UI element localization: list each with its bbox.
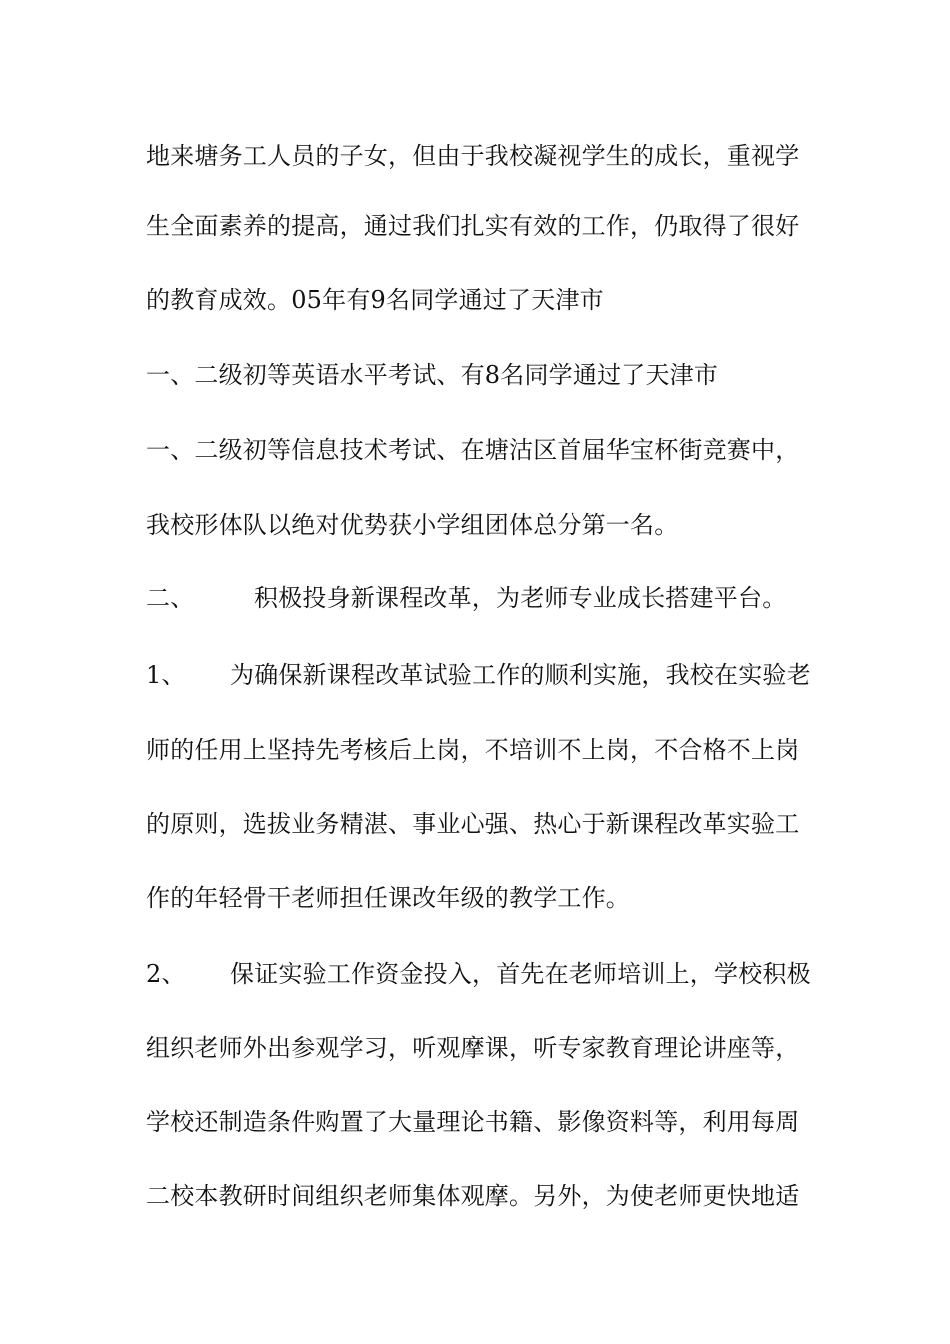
paragraph-line: 一、二级初等英语水平考试、有8名同学通过了天津市 bbox=[146, 361, 719, 389]
paragraph-line: 学校还制造条件购置了大量理论书籍、影像资料等，利用每周 bbox=[146, 1108, 800, 1136]
section-title: 积极投身新课程改革，为老师专业成长搭建平台。 bbox=[254, 584, 787, 612]
paragraph-line: 师的任用上坚持先考核后上岗，不培训不上岗，不合格不上岗 bbox=[146, 736, 800, 764]
paragraph-line: 组织老师外出参观学习，听观摩课，听专家教育理论讲座等， bbox=[146, 1034, 800, 1062]
paragraph-line: 的教育成效。05年有9名同学通过了天津市 bbox=[146, 286, 604, 314]
paragraph-line: 作的年轻骨干老师担任课改年级的教学工作。 bbox=[146, 884, 630, 912]
list-number: 1、 bbox=[146, 661, 186, 689]
paragraph-line: 我校形体队以绝对优势获小学组团体总分第一名。 bbox=[146, 511, 679, 539]
paragraph-line: 生全面素养的提高，通过我们扎实有效的工作，仍取得了很好 bbox=[146, 212, 800, 240]
paragraph-line: 一、二级初等信息技术考试、在塘沽区首届华宝杯街竞赛中， bbox=[146, 436, 800, 464]
paragraph-line: 的原则，选拔业务精湛、事业心强、热心于新课程改革实验工 bbox=[146, 810, 800, 838]
list-item-2 bbox=[146, 954, 846, 994]
section-number: 二、 bbox=[146, 584, 195, 612]
list-item-text: 为确保新课程改革试验工作的顺利实施，我校在实验老 bbox=[230, 661, 811, 689]
list-number: 2、 bbox=[146, 960, 186, 988]
paragraph-line: 地来塘务工人员的子女，但由于我校凝视学生的成长，重视学 bbox=[146, 142, 800, 170]
list-item-text: 保证实验工作资金投入，首先在老师培训上，学校积极 bbox=[230, 960, 811, 988]
paragraph-line: 二校本教研时间组织老师集体观摩。另外，为使老师更快地适 bbox=[146, 1182, 800, 1210]
section-heading bbox=[146, 578, 846, 618]
list-item-1 bbox=[146, 655, 846, 695]
